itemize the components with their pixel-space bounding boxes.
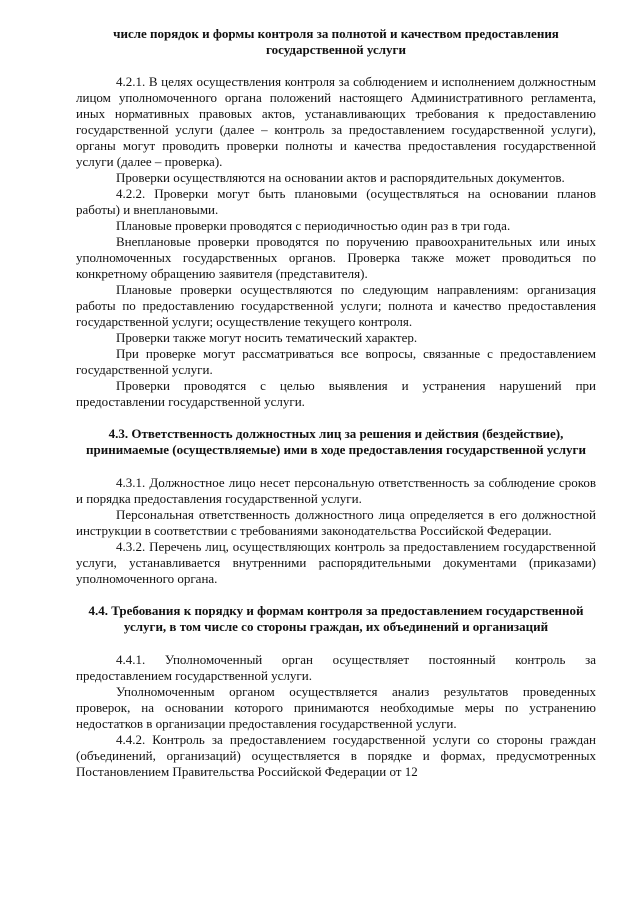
paragraph: 4.2.2. Проверки могут быть плановыми (осуществляться на основании планов работы) и внеплановыми. [76,186,596,217]
paragraph: 4.3.1. Должностное лицо несет персональную ответственность за соблюдение сроков и порядка предоставления государственной услуги. [76,475,596,506]
paragraph: Проверки проводятся с целью выявления и устранения нарушений при предоставлении государственной услуги. [76,378,596,409]
document-page [76,26,596,780]
section-43-body [76,475,596,587]
paragraph: Проверки осуществляются на основании актов и распорядительных документов. [116,170,565,185]
paragraph: При проверке могут рассматриваться все вопросы, связанные с предоставлением государственной услуги. [76,346,596,377]
section-44-body [76,652,596,780]
paragraph: 4.4.2. Контроль за предоставлением государственной услуги со стороны граждан (объединений, организаций) осуществляется в порядке и формах, предусмотренных Постановлением Правительства Российской Федерации от 12 [76,732,596,779]
section-43-heading: 4.3. Ответственность должностных лиц за решения и действия (бездействие), принимаемые (осуществляемые) ими в ходе предоставления государственной услуги [86,426,586,457]
paragraph: 4.3.2. Перечень лиц, осуществляющих контроль за предоставлением государственной услуги, устанавливается внутренними распорядительными документами (приказами) уполномоченного органа. [76,539,596,586]
paragraph: Уполномоченным органом осуществляется анализ результатов проведенных проверок, на основании которого принимаются необходимые меры по устранению недостатков в организации предоставления государственной услуги. [76,684,596,731]
paragraph: Плановые проверки осуществляются по следующим направлениям: организация работы по предоставлению государственной услуги; полнота и качество предоставления государственной услуги; осуществление текущего контроля. [76,282,596,329]
paragraph: 4.2.1. В целях осуществления контроля за соблюдением и исполнением должностным лицом уполномоченного органа положений настоящего Административного регламента, иных нормативных правовых актов, устанавливающих требования к предоставлению государственной услуги (далее – контроль за предоставлением государственной услуги), органы могут проводить проверки полноты и качества предоставления государственной услуги (далее – проверка). [76,74,596,169]
paragraph: 4.4.1. Уполномоченный орган осуществляет постоянный контроль за предоставлением государственной услуги. [76,652,596,683]
paragraph: Проверки также могут носить тематический характер. [116,330,418,345]
paragraph: Внеплановые проверки проводятся по поручению правоохранительных или иных уполномоченных государственных органов. Проверка также может проводиться по конкретному обращению заявителя (представителя). [76,234,596,281]
paragraph: Плановые проверки проводятся с периодичностью один раз в три года. [116,218,511,233]
section-42-body [76,74,596,410]
intro-heading: числе порядок и формы контроля за полнотой и качеством предоставления государственной услуги [113,26,559,57]
section-44-heading: 4.4. Требования к порядку и формам контроля за предоставлением государственной услуги, в том числе со стороны граждан, их объединений и организаций [88,603,584,634]
paragraph: Персональная ответственность должностного лица определяется в его должностной инструкции в соответствии с требованиями законодательства Российской Федерации. [76,507,596,538]
